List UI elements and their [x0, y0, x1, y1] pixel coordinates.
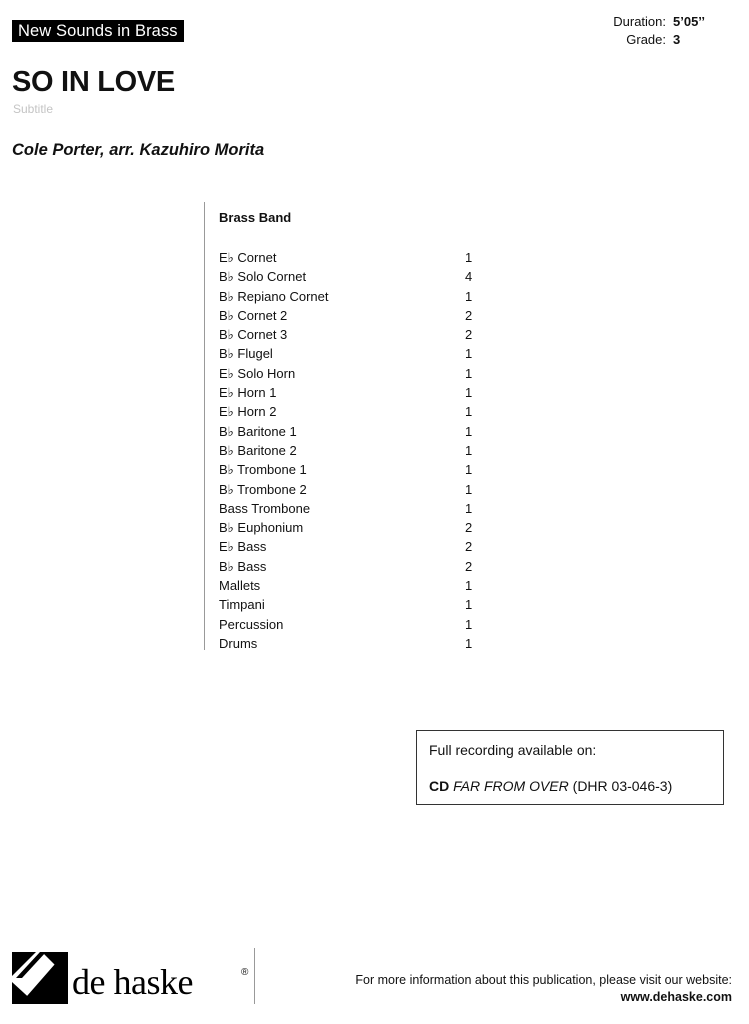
website-link[interactable]: www.dehaske.com	[620, 990, 732, 1004]
instrument-quantity: 1	[465, 578, 473, 594]
instrumentation-heading: Brass Band	[219, 210, 292, 225]
duration-row	[613, 13, 709, 31]
recording-line	[429, 778, 672, 794]
registered-mark: ®	[241, 967, 249, 978]
instrument-name: E♭ Horn 1	[219, 385, 277, 401]
recording-type: CD	[429, 778, 450, 794]
footer-divider	[254, 948, 255, 1004]
recording-heading: Full recording available on:	[429, 742, 597, 758]
instrument-row	[219, 441, 479, 460]
instrument-name: E♭ Horn 2	[219, 404, 277, 420]
composer-credit: Cole Porter, arr. Kazuhiro Morita	[12, 141, 265, 159]
recording-album: FAR FROM OVER	[453, 778, 569, 794]
instrument-name: B♭ Baritone 1	[219, 423, 297, 439]
instrument-quantity: 1	[465, 597, 473, 613]
instrument-quantity: 2	[465, 307, 473, 323]
duration-label: Duration:	[613, 14, 666, 29]
instrument-name: E♭ Solo Horn	[219, 365, 296, 381]
piece-title: SO IN LOVE	[12, 66, 175, 98]
piece-subtitle: Subtitle	[13, 102, 54, 116]
instrument-quantity: 1	[465, 481, 473, 497]
recording-info-box	[416, 730, 724, 805]
instrument-name: Percussion	[219, 616, 284, 632]
instrument-row	[219, 287, 479, 306]
instrument-row	[219, 537, 479, 556]
instrument-quantity: 1	[465, 462, 473, 478]
instrument-name: Bass Trombone	[219, 500, 311, 516]
instrumentation-list	[219, 248, 479, 653]
instrument-row	[219, 306, 479, 325]
instrument-row	[219, 422, 479, 441]
instrument-quantity: 1	[465, 442, 473, 458]
grade-value: 3	[673, 32, 681, 47]
instrument-name: B♭ Baritone 2	[219, 442, 297, 458]
instrument-row	[219, 267, 479, 286]
instrument-row	[219, 364, 479, 383]
instrument-quantity: 1	[465, 346, 473, 362]
instrument-quantity: 1	[465, 616, 473, 632]
instrument-quantity: 1	[465, 404, 473, 420]
instrument-name: Drums	[219, 635, 258, 651]
instrument-name: Mallets	[219, 578, 261, 594]
duration-value: 5’05’’	[673, 14, 706, 29]
footer-info	[355, 972, 732, 1006]
instrument-quantity: 1	[465, 288, 473, 304]
instrument-row	[219, 383, 479, 402]
instrument-quantity: 2	[465, 558, 473, 574]
instrument-name: B♭ Repiano Cornet	[219, 288, 329, 304]
instrument-quantity: 1	[465, 365, 473, 381]
instrument-quantity: 1	[465, 500, 473, 516]
instrument-row	[219, 248, 479, 267]
instrument-quantity: 2	[465, 520, 473, 536]
instrument-name: B♭ Trombone 1	[219, 462, 307, 478]
instrument-name: B♭ Trombone 2	[219, 481, 307, 497]
instrumentation-panel	[204, 202, 495, 650]
recording-catalog: (DHR 03-046-3)	[572, 778, 673, 794]
instrument-row	[219, 518, 479, 537]
instrument-row	[219, 557, 479, 576]
instrument-row	[219, 499, 479, 518]
instrument-quantity: 1	[465, 635, 473, 651]
instrument-row	[219, 576, 479, 595]
publisher-name: de haske	[72, 962, 193, 1002]
series-banner: New Sounds in Brass	[12, 20, 184, 42]
instrument-name: B♭ Solo Cornet	[219, 269, 307, 285]
instrument-row	[219, 634, 479, 653]
instrument-name: B♭ Euphonium	[219, 520, 304, 536]
de-haske-logo-icon	[12, 948, 68, 1004]
instrument-row	[219, 402, 479, 421]
instrument-name: Timpani	[219, 597, 265, 613]
instrument-name: B♭ Cornet 3	[219, 327, 288, 343]
instrument-quantity: 1	[465, 385, 473, 401]
instrument-row	[219, 615, 479, 634]
publisher-logo	[12, 948, 252, 1004]
instrument-name: B♭ Cornet 2	[219, 307, 288, 323]
instrument-quantity: 2	[465, 539, 473, 555]
instrument-row	[219, 480, 479, 499]
instrument-quantity: 2	[465, 327, 473, 343]
instrument-row	[219, 460, 479, 479]
grade-label: Grade:	[626, 32, 666, 47]
piece-meta	[613, 13, 709, 49]
instrument-row	[219, 325, 479, 344]
instrument-quantity: 1	[465, 423, 473, 439]
grade-row	[613, 31, 709, 49]
instrument-name: B♭ Flugel	[219, 346, 273, 362]
instrument-quantity: 4	[465, 269, 473, 285]
instrument-name: E♭ Bass	[219, 539, 267, 555]
instrument-quantity: 1	[465, 250, 473, 265]
instrument-row	[219, 595, 479, 614]
instrument-row	[219, 344, 479, 363]
footer-info-text: For more information about this publication, please visit our website:	[355, 973, 732, 987]
instrument-name: B♭ Bass	[219, 558, 267, 574]
instrument-name: E♭ Cornet	[219, 250, 277, 265]
